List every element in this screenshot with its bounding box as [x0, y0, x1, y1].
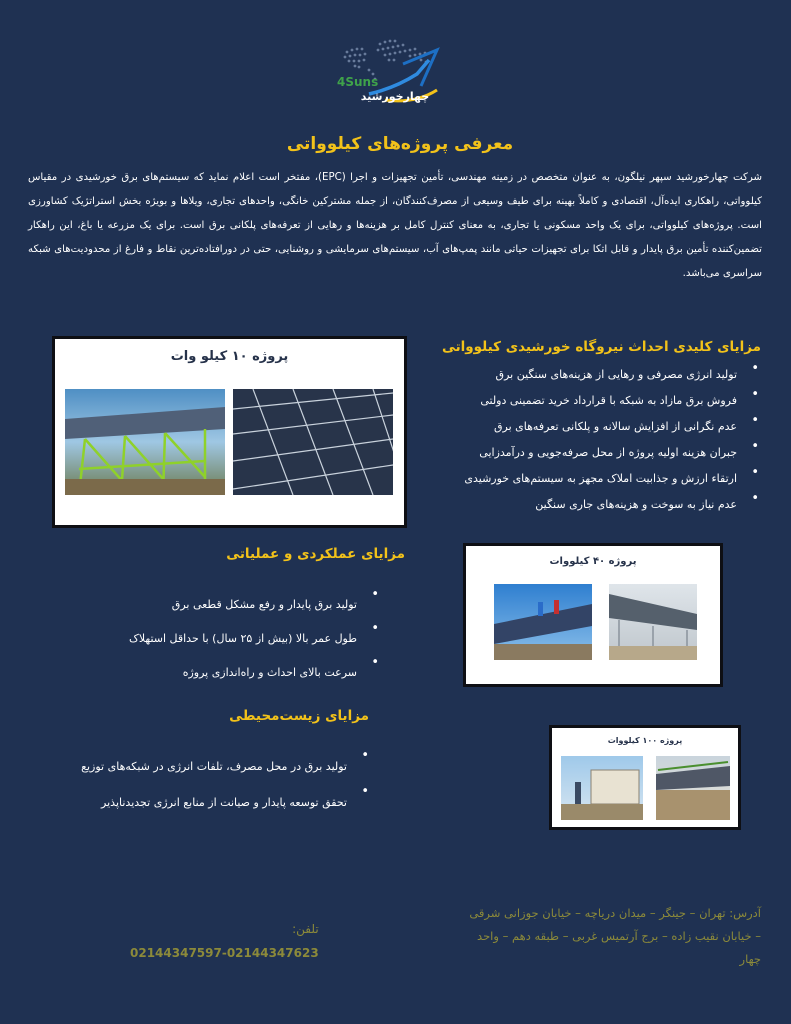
footer-address: آدرس: تهران – جینگر – میدان دریاچه – خیابان جوزانی شرقی – خیابان نقیب زاده – برج آرتمیس غربی – طبقه دهم – واحد چهار — [469, 906, 761, 966]
project-photo-container — [561, 756, 643, 820]
logo-persian-text: چهارخورشید — [360, 90, 430, 103]
project-photo-panels — [233, 389, 393, 495]
list-item: • جبران هزینه اولیه پروژه از محل صرفه‌جویی و درآمدزایی — [421, 440, 761, 466]
project-card-title: پروژه ۱۰ کیلو وات — [170, 349, 289, 364]
environmental-advantages-title: مزایای زیست‌محیطی — [229, 708, 369, 724]
list-item: • عدم نیاز به سوخت و هزینه‌های جاری سنگین — [421, 492, 761, 518]
list-item: • عدم نگرانی از افزایش سالانه و پلکانی تعرفه‌های برق — [421, 414, 761, 440]
environmental-advantages-list — [41, 749, 371, 821]
project-photo-structure — [65, 389, 225, 495]
project-card-title: پروژه ۱۰۰ کیلووات — [607, 736, 683, 745]
operational-advantages-title: مزایای عملکردی و عملیاتی — [226, 546, 405, 562]
footer-phone — [130, 918, 319, 964]
project-photo-installers — [494, 584, 592, 660]
logo-latin-text: 4Suns — [337, 75, 379, 89]
key-advantages-list — [421, 362, 761, 518]
project-card-100kw — [552, 728, 738, 827]
page-title: معرفی پروژه‌های کیلوواتی — [286, 134, 514, 154]
project-card-title: پروژه ۴۰ کیلووات — [549, 556, 637, 567]
list-item: • تحقق توسعه پایدار و صیانت از منابع انرژی تجدیدناپذیر — [41, 785, 371, 821]
project-photo-field — [656, 756, 730, 820]
phone-numbers: 02144347597-02144347623 — [130, 946, 319, 960]
list-item: • تولید برق در محل مصرف، تلفات انرژی در شبکه‌های توزیع — [41, 749, 371, 785]
list-item: • سرعت بالای احداث و راه‌اندازی پروژه — [91, 656, 381, 690]
list-item: • ارتقاء ارزش و جذابیت املاک مجهز به سیستم‌های خورشیدی — [421, 466, 761, 492]
company-logo — [325, 30, 450, 108]
project-photo-array — [609, 584, 697, 660]
operational-advantages-list — [91, 588, 381, 690]
key-advantages-title: مزایای کلیدی احداث نیروگاه خورشیدی کیلوواتی — [441, 339, 761, 355]
project-card-10kw — [55, 339, 404, 525]
list-item: • طول عمر بالا (بیش از ۲۵ سال) با حداقل استهلاک — [91, 622, 381, 656]
list-item: • فروش برق مازاد به شبکه با قرارداد خرید تضمینی دولتی — [421, 388, 761, 414]
intro-paragraph: شرکت چهارخورشید سپهر نیلگون، به عنوان متخصص در زمینه مهندسی، تأمین تجهیزات و اجرا (EPC)، مفتخر است اعلام نماید که سیستم‌های برق خورشیدی در مقیاس کیلوواتی، راهکاری ایده‌آل، اقتصادی و کاملاً بهینه برای طیف وسیعی از مصرف‌کنندگان، از جمله مشترکین خانگی، واحدهای تجاری، ویلاها و بویژه بخش استراتژیک کشاورزی است. پروژه‌های کیلوواتی، برای یک واحد مسکونی یا تجاری، به معنای کنترل کامل بر هزینه‌ها و رهایی از تعرفه‌های پلکانی برق است. برای یک مزرعه یا باغ، این راهکار تضمین‌کننده تأمین برق پایدار و قابل اتکا برای تجهیزات حیاتی مانند پمپ‌های آب، سیستم‌های سرمایشی و روشنایی، حتی در دورافتاده‌ترین نقاط و فارغ از محدودیت‌های شبکه سراسری می‌باشد. — [28, 172, 762, 279]
project-card-40kw — [466, 546, 720, 684]
list-item: • تولید برق پایدار و رفع مشکل قطعی برق — [91, 588, 381, 622]
phone-label: تلفن: — [292, 922, 319, 936]
list-item: • تولید انرژی مصرفی و رهایی از هزینه‌های سنگین برق — [421, 362, 761, 388]
